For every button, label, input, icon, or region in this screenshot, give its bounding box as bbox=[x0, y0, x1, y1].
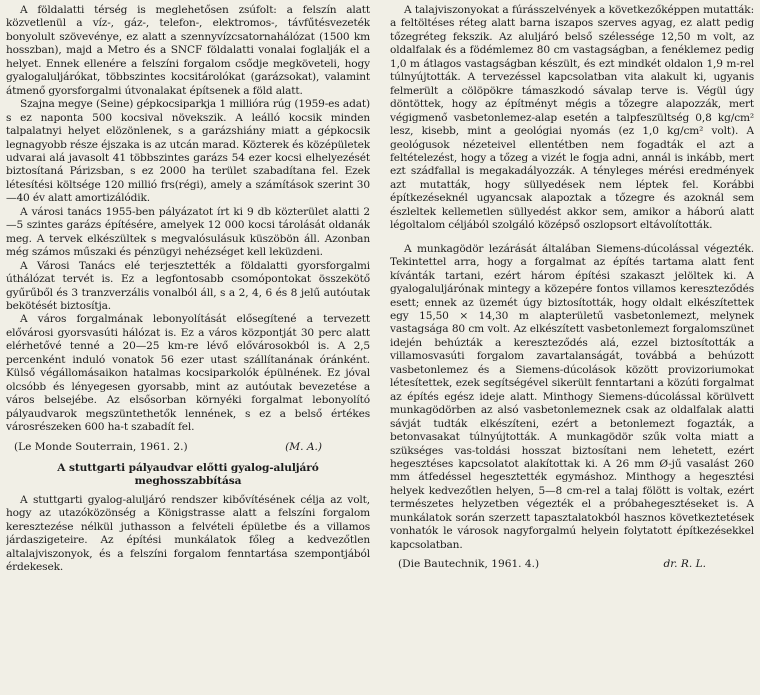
article-title: A stuttgarti pályaudvar előtti gyalog-aluljáró meghosszabbítása bbox=[57, 461, 319, 487]
paragraph: Szajna megye (Seine) gépkocsiparkja 1 millióra rúg (1959-es adat) s ez naponta 500 kocsival növekszik. A leálló kocsik minden talpalatnyi helyet elözönlenek, s a garázshiány miatt a gépkocsik legnagyobb része éjszaka is az utcán marad. Közterek és középületek udvarai alá javasolt 41 többszintes garázs 54 ezer kocsi elhelyezését biztosítaná Párizsban, s ez 2000 ha terület szabadítana fel. Ezek létesítési költsége 120 millió frs(régi), amely a számítások szerint 30—40 év alatt amortizálódik. bbox=[6, 98, 370, 205]
right-column bbox=[390, 4, 754, 695]
paragraph: A város forgalmának lebonyolítását elősegítené a tervezett elővárosi gyorsvasúti hálózat is. Ez a város központját 30 perc alatt elérhetővé tenné a 20—25 km-re lévő elővárosokból is. A 2,5 percenként induló vonatok 56 ezer utast szállítanának óránként. Külső végállomásaikon hatalmas kocsiparkolók épülnének. Ez jóval olcsóbb és lényegesen gyorsabb, mint az autóutak bevezetése a város belsejébe. Az elsősorban környéki forgalmat lebonyolító pályaudvarok megszüntethetők lennének, s ez a belső értékes városrészeken 600 ha-t szabadít fel. bbox=[6, 313, 370, 434]
paragraph: A földalatti térség is meglehetősen zsúfolt: a felszín alatt közvetlenül a víz-, gáz-, telefon-, elektromos-, távfűtésvezeték bonyolult szövevénye, ez alatt a szennyvízcsatornahálózat (1500 km hosszban), majd a Metro és a SNCF földalatti vonalai foglalják el a helyet. Ennek ellenére a felszíni forgalom csődje megköveteli, hogy gyalogaluljárókat, többszintes kocsitárolókat (garázsokat), valamint átmenő gyorsforgalmi útvonalakat építsenek a föld alatt. bbox=[6, 4, 370, 97]
left-article-body bbox=[6, 4, 370, 435]
right-source-line bbox=[390, 558, 754, 571]
left-column bbox=[6, 4, 370, 695]
left-author: (M. A.) bbox=[285, 440, 322, 453]
stuttgart-article-body bbox=[6, 494, 370, 575]
right-source: (Die Bautechnik, 1961. 4.) bbox=[398, 558, 540, 571]
paragraph: A munkagödör lezárását általában Siemens-dúcolással végezték. Tekintettel arra, hogy a forgalmat az építés tartama alatt fent kívánták tartani, ezért három építési szakaszt jelöltek ki. A gyalogaluljárónak mintegy a közepére fontos villamos kereszteződés esett; ennek az üzemét úgy biztosították, hogy oldalt elkészítettek egy 15,50 × 14,30 m alapterületű vasbetonlemezt, melynek vastagsága 80 cm volt. Az elkészített vasbetonlemezt forgalomszünet idején behúzták a kereszteződés alá, ezzel biztosították a villamosvasúti forgalom zavartalanságát, továbbá a behúzott vasbetonlemez és a Siemens-dúcolások között provizoriumokat létesítettek, ezek segítségével sikerült fenntartani a közúti forgalmat az építés egész ideje alatt. Minthogy Siemens-dúcolással körülvett munkagödörben az alsó vasbetonlemeznek csak az oldalfalak alatti sávját tudták elkészíteni, ezért a betonlemezt fogazták, a betonvasakat túlnyújtották. A munkagödör szűk volta miatt a szükséges vas-toldási hosszat biztosítani nem lehetett, ezért hegesztéses kapcsolatot alakítottak ki. A 26 mm Ø-jű vasalást 260 mm átfedéssel hegesztették egymáshoz. Minthogy a hegesztési helyek kedvezőtlen helyen, 5—8 cm-rel a talaj fölött is voltak, ezért természetes helyzetben végezték el a próbahegesztéseket is. A munkálatok során szerzett tapasztalatokból hasznos következtetések vonhatók le városok nagyforgalmú helyein folytatott építkezésekkel kapcsolatban. bbox=[390, 242, 754, 551]
left-source: (Le Monde Souterrain, 1961. 2.) bbox=[14, 440, 188, 453]
left-source-line bbox=[6, 441, 370, 454]
right-article-body bbox=[390, 4, 754, 552]
right-author: dr. R. L. bbox=[663, 558, 706, 571]
paragraph: A Városi Tanács elé terjesztették a földalatti gyorsforgalmi úthálózat tervét is. Ez a legfontosabb csomópontokat összekötő gyűrűből és 3 tranzverzális vonalból áll, s a 2, 4, 6 és 8 jelű autóutak bekötését biztosítja. bbox=[6, 259, 370, 312]
paragraph: A talajviszonyokat a fúrásszelvények a következőképpen mutatták: a feltöltéses réteg alatt barna iszapos szerves agyag, ez alatt pedig tőzegréteg fekszik. Az aluljáró belső szélessége 12,50 m volt, az oldalfalak és a födémlemez 80 cm vastagságban, a fenéklemez pedig 1,0 m átlagos vastagságban készült, és ezt mindkét oldalon 1,9 m-rel túlnyújtották. A tervezéssel kapcsolatban vita alakult ki, ugyanis felmerült a cölöpökre támaszkodó sávalap terve is. Végül úgy döntöttek, hogy az építményt mégis a tőzegre alapozzák, mert végigmenő vasbetonlemez-alap esetén a talpfeszültség 0,8 kg/cm² lesz, kisebb, mint a geológiai nyomás (ez 1,0 kg/cm² volt). A geológusok nézeteivel ellentétben nem fogadták el azt a feltételezést, hogy a tőzeg a vizét le fogja adni, annál is inkább, mert ezt szádfallal is megakadályozzák. A tényleges mérési eredmények azt mutatták, hogy süllyedések nem léptek fel. Korábbi építkezéseknél ugyancsak alapoztak a tőzegre és azoknál sem észleltek kellemetlen süllyedést akkor sem, amikor a háború alatt légoltalom céljából szolgáló középső oszlopsort eltávolították. bbox=[390, 4, 754, 232]
paragraph: A stuttgarti gyalog-aluljáró rendszer kibővítésének célja az volt, hogy az utazóközönség a Königstrasse alatt a felszíni forgalom keresztezése nélkül juthasson a felvételi épületbe és a villamos járdaszigeteire. Az építési munkálatok főleg a kedvezőtlen altalajviszonyok, és a felszíni forgalom fenntartása szempontjából érdekesek. bbox=[6, 493, 370, 574]
paragraph: A városi tanács 1955-ben pályázatot írt ki 9 db közterület alatti 2—5 szintes garázs építésére, amelyek 12 000 kocsi tárolását oldanák meg. A tervek elkészültek s megvalósulásuk küszöbön áll. Azonban még számos műszaki és pénzügyi nehézséget kell leküzdeni. bbox=[6, 205, 370, 259]
